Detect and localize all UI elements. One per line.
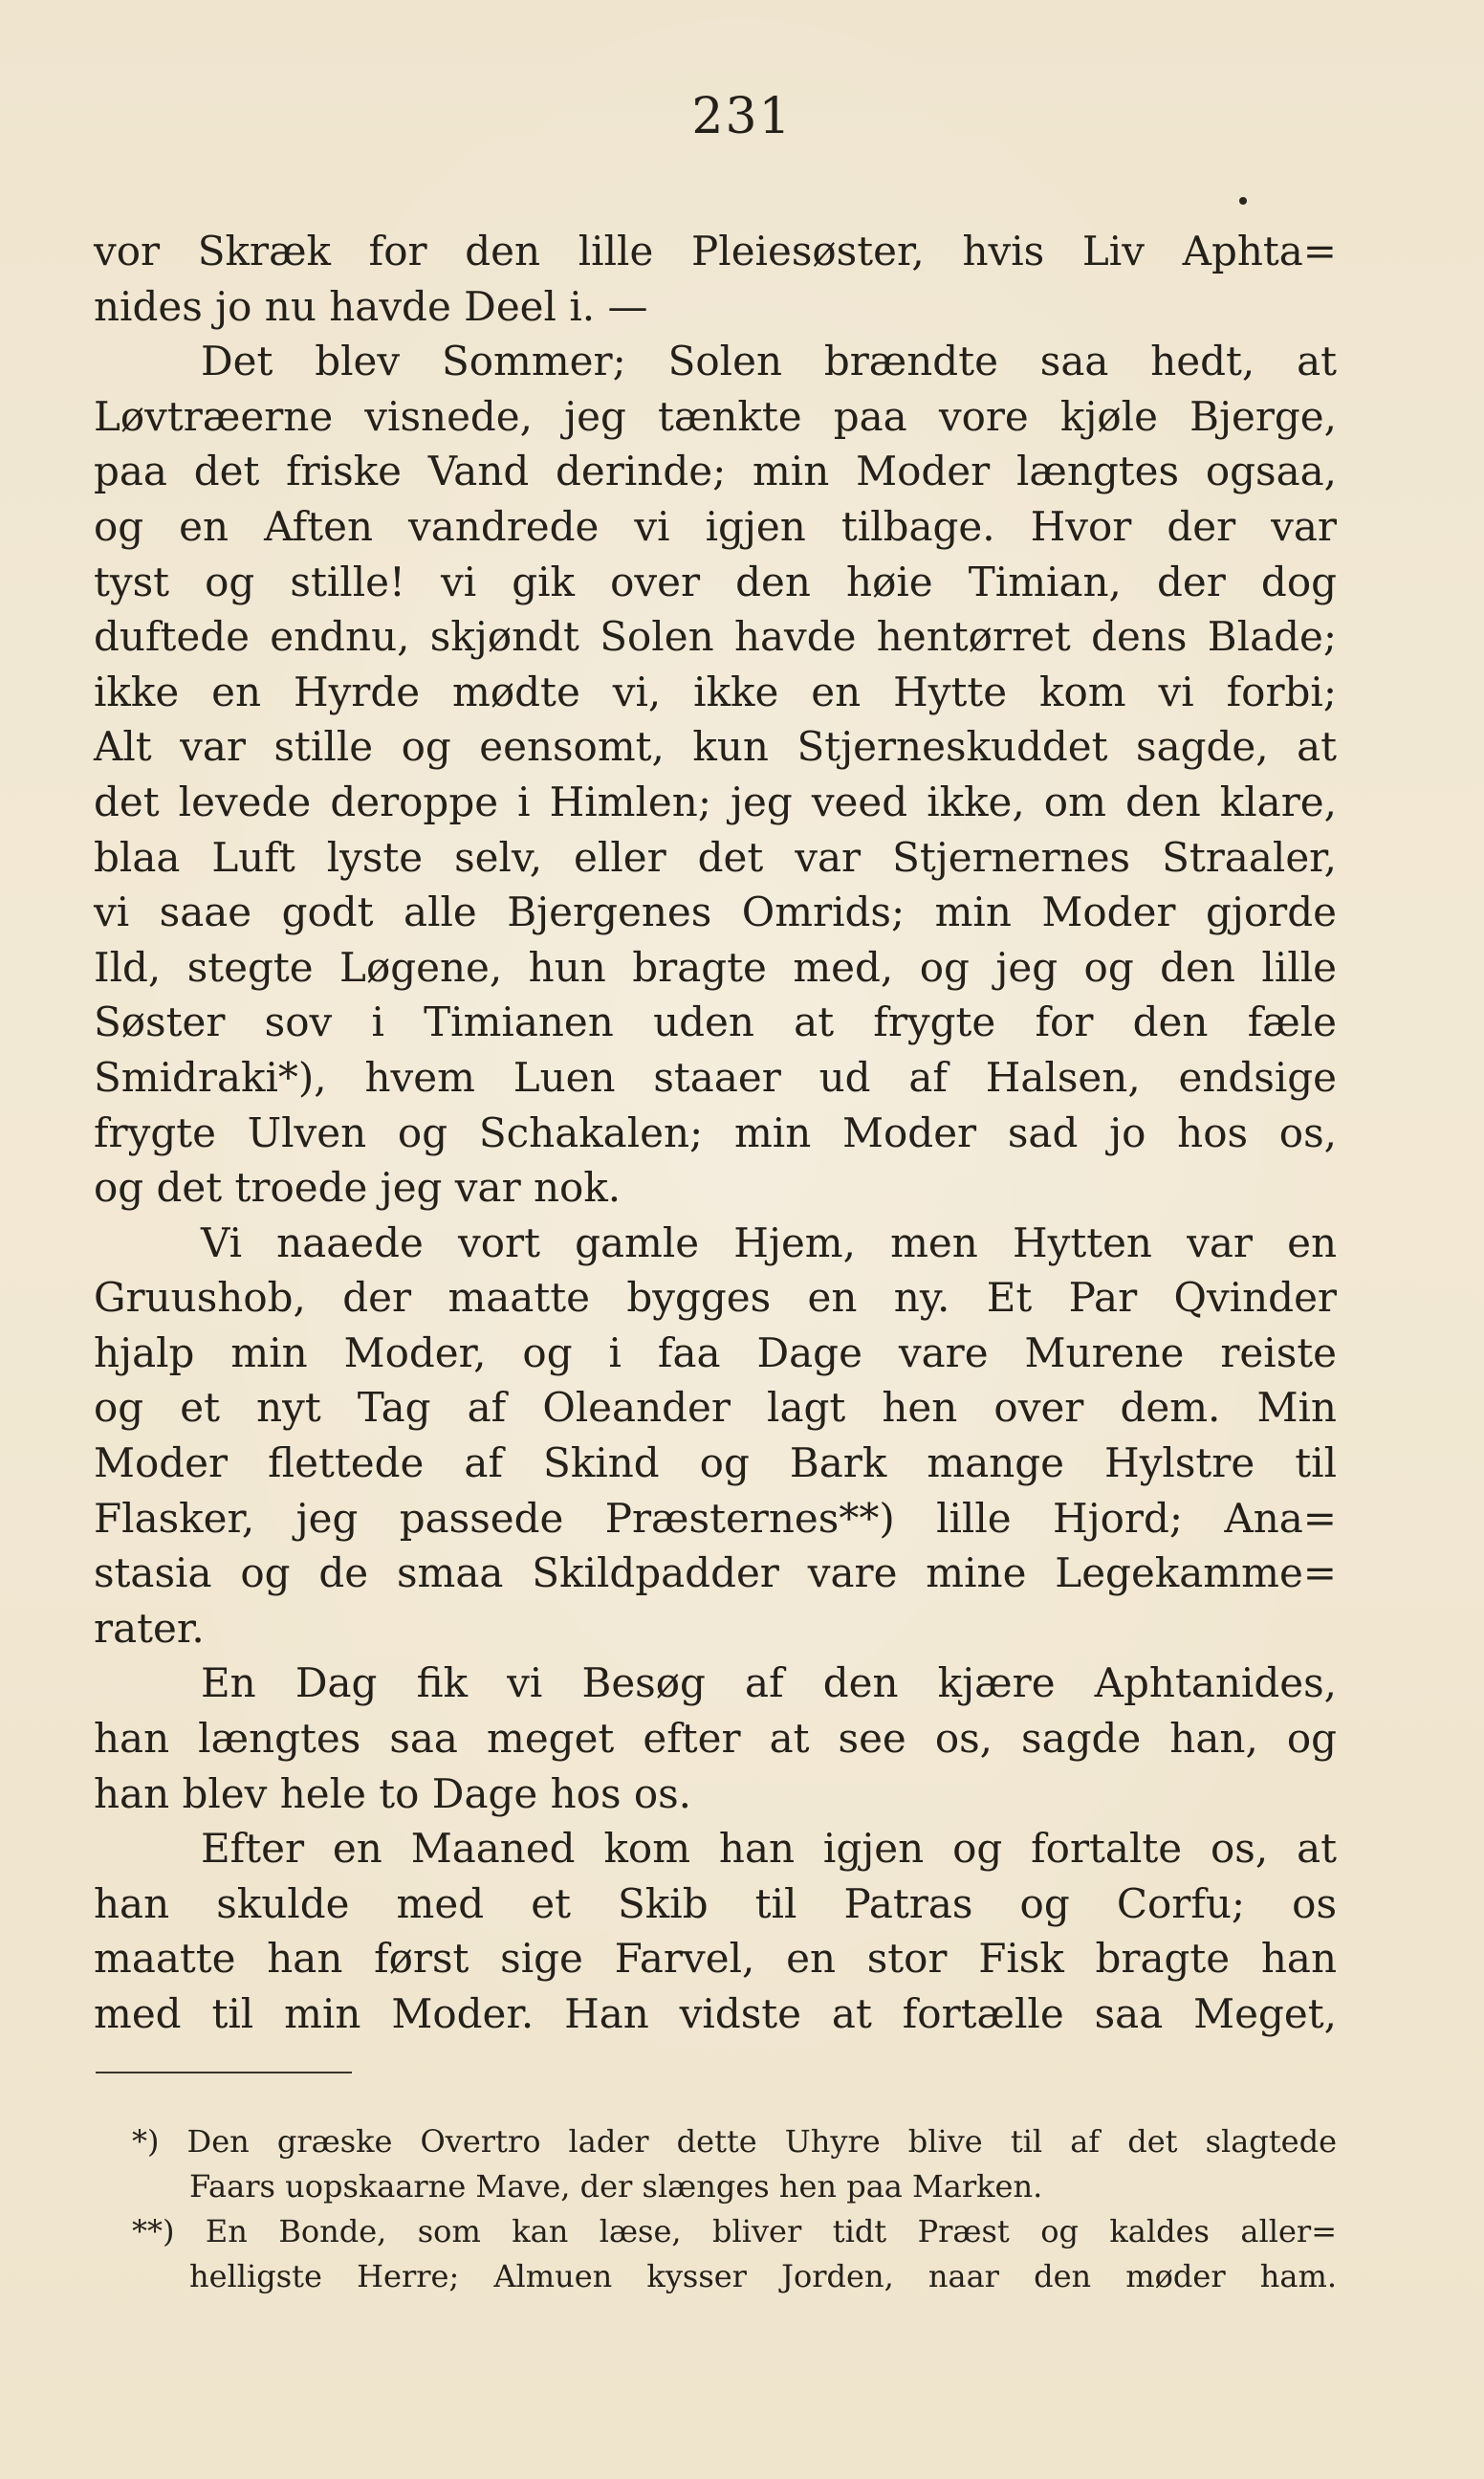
text-line: blaa Luft lyste selv, eller det var Stjernernes Straaler, (94, 833, 1337, 881)
text-line: han blev hele to Dage hos os. (94, 1769, 692, 1817)
text-line: Det blev Sommer; Solen brændte saa hedt, at (201, 338, 1337, 385)
text-line: Efter en Maaned kom han igjen og fortalte os, at (201, 1825, 1337, 1873)
text-line: maatte han først sige Farvel, en stor Fisk bragte han (94, 1935, 1337, 1983)
page-number: 231 (691, 88, 793, 145)
footnote-line: *) Den græske Overtro lader dette Uhyre blive til af det slagtede (132, 2123, 1337, 2160)
text-line: Alt var stille og eensomt, kun Stjerneskuddet sagde, at (94, 723, 1337, 771)
footnote-line: helligste Herre; Almuen kysser Jorden, naar den møder ham. (189, 2258, 1337, 2294)
footnote-line: Faars uopskaarne Mave, der slænges hen paa Marken. (189, 2168, 1043, 2205)
text-line: og et nyt Tag af Oleander lagt hen over dem. Min (94, 1384, 1337, 1432)
text-line: ikke en Hyrde mødte vi, ikke en Hytte kom vi forbi; (94, 668, 1337, 715)
text-line: det levede deroppe i Himlen; jeg veed ikke, om den klare, (94, 778, 1337, 825)
text-line: med til min Moder. Han vidste at fortælle saa Meget, (94, 1990, 1337, 2037)
ink-speck (1239, 197, 1247, 205)
footnote-line: **) En Bonde, som kan læse, bliver tidt Præst og kaldes aller= (132, 2213, 1337, 2249)
text-line: rater. (94, 1604, 205, 1652)
text-line: og det troede jeg var nok. (94, 1164, 622, 1212)
body-text (94, 224, 1337, 2042)
footnote-divider (96, 2072, 352, 2073)
text-line: Søster sov i Timianen uden at frygte for den fæle (94, 998, 1337, 1046)
text-line: Moder flettede af Skind og Bark mange Hylstre til (94, 1439, 1337, 1487)
text-line: han længtes saa meget efter at see os, sagde han, og (94, 1715, 1337, 1763)
footnotes (94, 2119, 1337, 2299)
text-line: frygte Ulven og Schakalen; min Moder sad jo hos os, (94, 1108, 1337, 1156)
text-line: duftede endnu, skjøndt Solen havde hentørret dens Blade; (94, 613, 1337, 661)
text-line: Ild, stegte Løgene, hun bragte med, og jeg og den lille (94, 943, 1337, 991)
text-line: nides jo nu havde Deel i. — (94, 282, 648, 330)
text-line: paa det friske Vand derinde; min Moder længtes ogsaa, (94, 448, 1337, 495)
text-line: Vi naaede vort gamle Hjem, men Hytten var en (201, 1218, 1337, 1266)
text-line: og en Aften vandrede vi igjen tilbage. Hvor der var (94, 502, 1337, 550)
text-line: vor Skræk for den lille Pleiesøster, hvis Liv Aphta= (94, 228, 1337, 274)
text-line: Smidraki*), hvem Luen staaer ud af Halsen, endsige (94, 1053, 1337, 1101)
text-line: tyst og stille! vi gik over den høie Timian, der dog (94, 558, 1337, 605)
text-line: Flasker, jeg passede Præsternes**) lille Hjord; Ana= (94, 1494, 1337, 1542)
text-line: Gruushob, der maatte bygges en ny. Et Par Qvinder (94, 1274, 1337, 1322)
text-line: vi saae godt alle Bjergenes Omrids; min Moder gjorde (94, 888, 1337, 936)
text-line: stasia og de smaa Skildpadder vare mine Legekamme= (94, 1549, 1337, 1597)
text-line: han skulde med et Skib til Patras og Corfu; os (94, 1879, 1337, 1927)
text-line: En Dag fik vi Besøg af den kjære Aphtanides, (201, 1659, 1337, 1707)
text-line: hjalp min Moder, og i faa Dage vare Murene reiste (94, 1328, 1337, 1376)
text-line: Løvtræerne visnede, jeg tænkte paa vore kjøle Bjerge, (94, 392, 1337, 440)
